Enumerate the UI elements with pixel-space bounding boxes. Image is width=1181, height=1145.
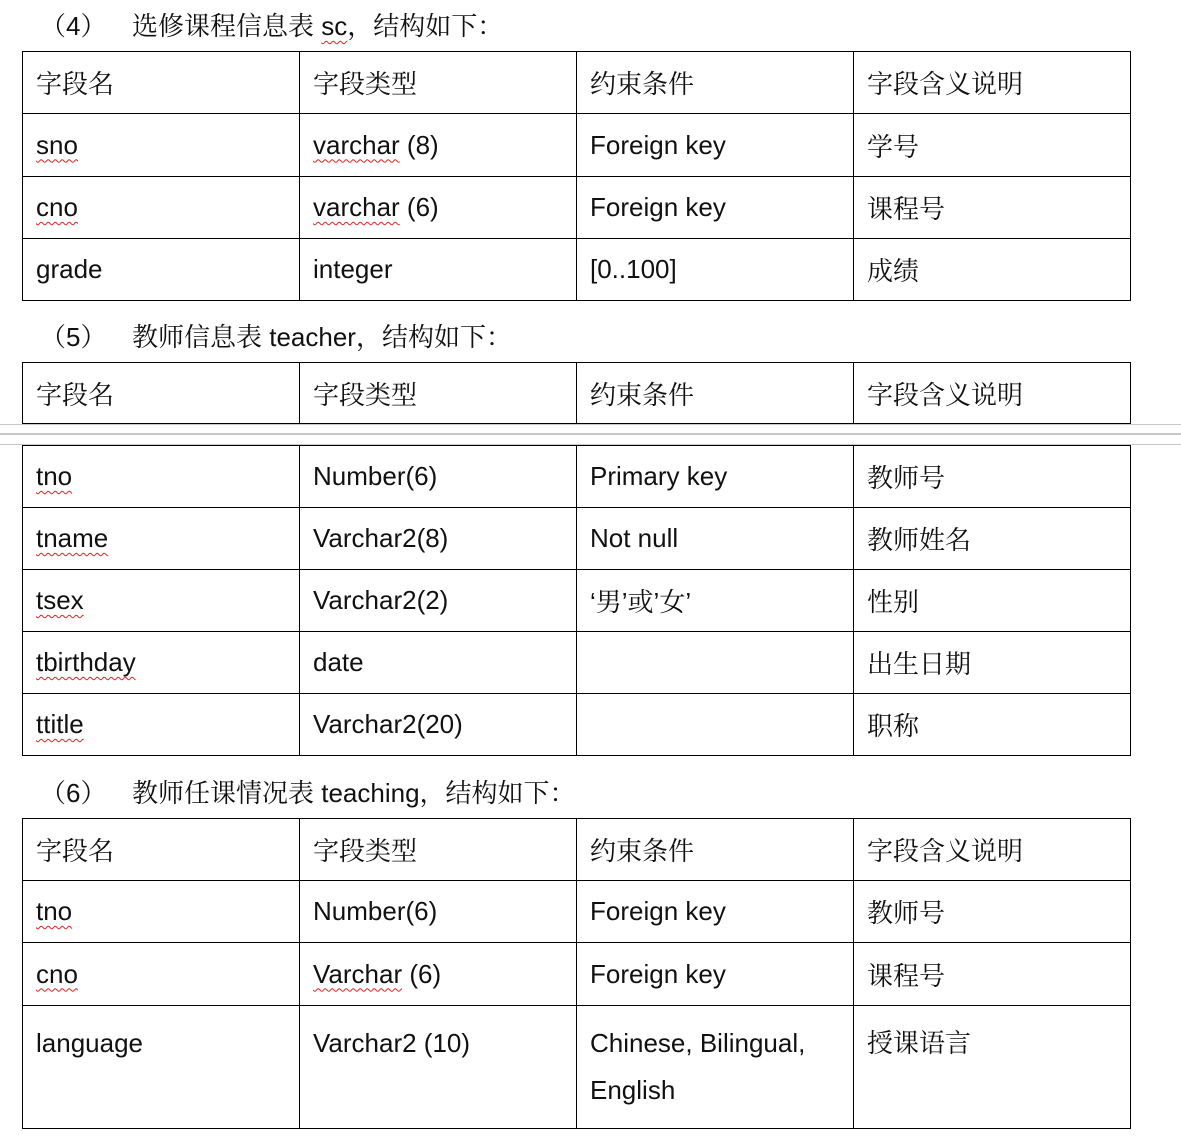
- header-label: 约束条件: [590, 836, 695, 866]
- cell-text: Number(6): [313, 461, 438, 491]
- header-row: [23, 52, 1131, 114]
- page-break: [0, 424, 1181, 445]
- cell-text: Primary key: [590, 461, 728, 491]
- table-row: [23, 570, 1131, 632]
- table-row: [23, 508, 1131, 570]
- section-title: 教师信息表: [132, 322, 270, 352]
- cell-text: tno: [36, 461, 73, 491]
- cell-text-word: Varchar: [313, 958, 403, 989]
- section-number: （5）: [40, 322, 107, 352]
- header-label: 约束条件: [590, 69, 695, 99]
- field-type-cell: [300, 1006, 577, 1129]
- field-meaning-cell: [854, 239, 1131, 301]
- cell-text: date: [313, 647, 364, 677]
- cell-text: varchar (8): [313, 129, 439, 160]
- field-type-cell: [300, 177, 577, 239]
- cell-text: sno: [36, 129, 78, 160]
- cell-text: Varchar (6): [313, 958, 442, 989]
- header-cell: [854, 52, 1131, 114]
- constraint-cell: [577, 239, 854, 301]
- field-meaning-cell: [854, 881, 1131, 943]
- table-row: [23, 446, 1131, 508]
- header-cell: [577, 52, 854, 114]
- header-label: 字段类型: [313, 69, 418, 99]
- header-label: 字段类型: [313, 836, 418, 866]
- cell-text: tbirthday: [36, 647, 136, 677]
- cell-text: tsex: [36, 585, 84, 615]
- section-suffix: ，结构如下：: [347, 11, 504, 41]
- field-meaning-cell: [854, 114, 1131, 177]
- field-name-cell: [23, 943, 300, 1006]
- field-meaning-cell: [854, 1006, 1131, 1129]
- cell-text: 出生日期: [867, 649, 972, 679]
- header-label: 字段名: [36, 379, 115, 410]
- cell-text: Varchar2(20): [313, 709, 463, 739]
- table-name: teaching: [321, 778, 420, 808]
- field-type-cell: [300, 446, 577, 508]
- section-suffix: ，结构如下：: [419, 778, 576, 808]
- header-cell: [300, 819, 577, 881]
- cell-text: 学号: [867, 131, 920, 162]
- field-type-cell: [300, 570, 577, 632]
- field-name-cell: [23, 114, 300, 177]
- cell-text: Varchar2 (10): [313, 1028, 471, 1058]
- table-row: [23, 943, 1131, 1006]
- header-row: [23, 819, 1131, 881]
- cell-text: Foreign key: [590, 129, 726, 160]
- field-meaning-cell: [854, 508, 1131, 570]
- field-name-cell: [23, 508, 300, 570]
- constraint-cell: [577, 177, 854, 239]
- field-table: [22, 445, 1131, 756]
- section-number: （6）: [40, 778, 107, 808]
- header-label: 字段含义说明: [867, 836, 1024, 866]
- section-heading: [40, 773, 576, 810]
- constraint-cell: [577, 632, 854, 694]
- cell-text: 教师号: [867, 898, 946, 928]
- constraint-cell: [577, 446, 854, 508]
- field-name-cell: [23, 446, 300, 508]
- cell-text: 教师号: [867, 463, 946, 493]
- table-row: [23, 177, 1131, 239]
- cell-text: cno: [36, 958, 78, 989]
- field-type-cell: [300, 114, 577, 177]
- header-cell: [300, 52, 577, 114]
- field-type-cell: [300, 239, 577, 301]
- table-row: [23, 881, 1131, 943]
- field-table: [22, 818, 1131, 1129]
- cell-text: 成绩: [867, 256, 920, 286]
- field-meaning-cell: [854, 943, 1131, 1006]
- field-table: [22, 362, 1131, 424]
- field-type-cell: [300, 881, 577, 943]
- cell-text: 性别: [867, 587, 920, 617]
- section-heading: [40, 317, 512, 354]
- cell-text: 课程号: [867, 960, 946, 991]
- field-meaning-cell: [854, 446, 1131, 508]
- cell-text: 职称: [867, 711, 920, 741]
- cell-text: Chinese, Bilingual, English: [590, 1028, 806, 1105]
- header-cell: [300, 363, 577, 424]
- field-meaning-cell: [854, 632, 1131, 694]
- field-meaning-cell: [854, 694, 1131, 756]
- cell-text: Foreign key: [590, 896, 726, 926]
- field-meaning-cell: [854, 177, 1131, 239]
- cell-text: ttitle: [36, 709, 84, 739]
- section-number: （4）: [40, 11, 107, 41]
- cell-text: Foreign key: [590, 192, 726, 222]
- cell-text: integer: [313, 254, 393, 284]
- field-meaning-cell: [854, 570, 1131, 632]
- cell-text: cno: [36, 192, 78, 222]
- header-cell: [23, 819, 300, 881]
- cell-text: 课程号: [867, 194, 946, 224]
- field-type-cell: [300, 943, 577, 1006]
- cell-text: varchar (6): [313, 192, 439, 222]
- cell-text: [0..100]: [590, 254, 677, 284]
- header-label: 约束条件: [590, 379, 695, 410]
- section-title: 选修课程信息表: [132, 11, 322, 41]
- header-cell: [577, 363, 854, 424]
- cell-text: Number(6): [313, 896, 438, 926]
- constraint-cell: [577, 694, 854, 756]
- field-type-cell: [300, 694, 577, 756]
- constraint-cell: [577, 943, 854, 1006]
- constraint-cell: [577, 114, 854, 177]
- constraint-cell: [577, 570, 854, 632]
- header-cell: [577, 819, 854, 881]
- header-cell: [23, 363, 300, 424]
- table-name: teacher: [269, 322, 356, 352]
- table-row: [23, 114, 1131, 177]
- cell-text: 教师姓名: [867, 525, 972, 555]
- section-title: 教师任课情况表: [132, 778, 322, 808]
- cell-text: Varchar2(2): [313, 585, 449, 615]
- header-cell: [854, 819, 1131, 881]
- field-name-cell: [23, 694, 300, 756]
- table-row: [23, 239, 1131, 301]
- field-type-cell: [300, 508, 577, 570]
- cell-text: Foreign key: [590, 958, 726, 989]
- cell-text: language: [36, 1028, 143, 1058]
- cell-text: tname: [36, 523, 109, 553]
- field-name-cell: [23, 177, 300, 239]
- field-name-cell: [23, 570, 300, 632]
- header-label: 字段名: [36, 69, 115, 99]
- field-name-cell: [23, 1006, 300, 1129]
- header-row: [23, 363, 1131, 424]
- header-cell: [23, 52, 300, 114]
- header-label: 字段含义说明: [867, 69, 1024, 99]
- table-row: [23, 632, 1131, 694]
- section-heading: [40, 6, 503, 43]
- table-row: [23, 1006, 1131, 1129]
- cell-text: Varchar2(8): [313, 523, 449, 553]
- header-cell: [854, 363, 1131, 424]
- table-name: sc: [321, 11, 348, 41]
- header-label: 字段类型: [313, 379, 418, 410]
- constraint-cell: [577, 881, 854, 943]
- header-label: 字段含义说明: [867, 379, 1024, 410]
- cell-text: tno: [36, 896, 73, 926]
- cell-text: Not null: [590, 523, 679, 553]
- field-type-cell: [300, 632, 577, 694]
- field-name-cell: [23, 239, 300, 301]
- header-label: 字段名: [36, 836, 115, 866]
- field-table: [22, 51, 1131, 301]
- constraint-cell: [577, 508, 854, 570]
- cell-text-word: varchar: [313, 129, 400, 160]
- section-suffix: ，结构如下：: [355, 322, 512, 352]
- cell-text: 授课语言: [867, 1028, 972, 1058]
- field-name-cell: [23, 632, 300, 694]
- constraint-cell: [577, 1006, 854, 1129]
- cell-text: grade: [36, 254, 103, 284]
- field-name-cell: [23, 881, 300, 943]
- cell-text: ‘男’或’女’: [590, 587, 692, 617]
- cell-text-word: varchar: [313, 192, 400, 222]
- table-row: [23, 694, 1131, 756]
